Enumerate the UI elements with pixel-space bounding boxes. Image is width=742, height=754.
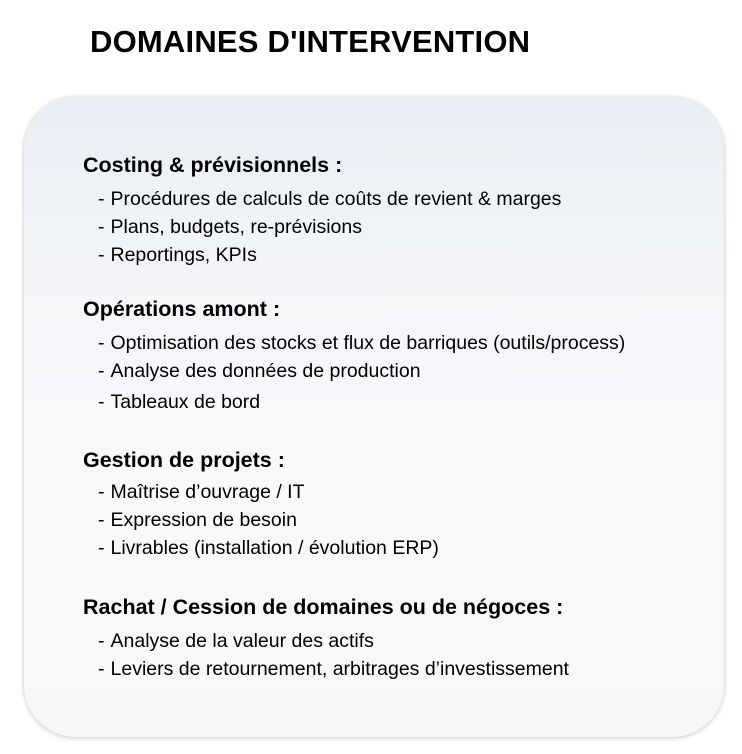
section-heading: Rachat / Cession de domaines ou de négoces : [83,595,564,619]
section-list [83,185,561,269]
list-item: - Reportings, KPIs [98,243,257,266]
list-item: - Procédures de calculs de coûts de revient & marges [98,187,562,210]
section-list [83,627,569,683]
page-title: DOMAINES D'INTERVENTION [90,24,531,59]
section-heading: Gestion de projets : [83,448,285,472]
list-item: - Expression de besoin [98,508,297,531]
list-item: - Maîtrise d’ouvrage / IT [98,480,305,503]
list-item: - Analyse de la valeur des actifs [98,629,374,652]
section-rachat-cession [83,597,569,683]
list-item: - Livrables (installation / évolution ERP) [98,536,439,559]
section-heading: Costing & prévisionnels : [83,153,343,177]
section-list [83,478,439,562]
list-item: - Analyse des données de production [98,359,421,382]
list-item: - Plans, budgets, re-prévisions [98,215,362,238]
section-heading: Opérations amont : [83,297,281,321]
list-item: - Tableaux de bord [98,390,261,413]
list-item: - Leviers de retournement, arbitrages d’investissement [98,657,569,680]
section-gestion-projets [83,450,439,562]
list-item: - Optimisation des stocks et flux de barriques (outils/process) [98,331,626,354]
section-list [83,329,625,416]
section-operations-amont [83,299,625,416]
section-costing [83,155,561,269]
